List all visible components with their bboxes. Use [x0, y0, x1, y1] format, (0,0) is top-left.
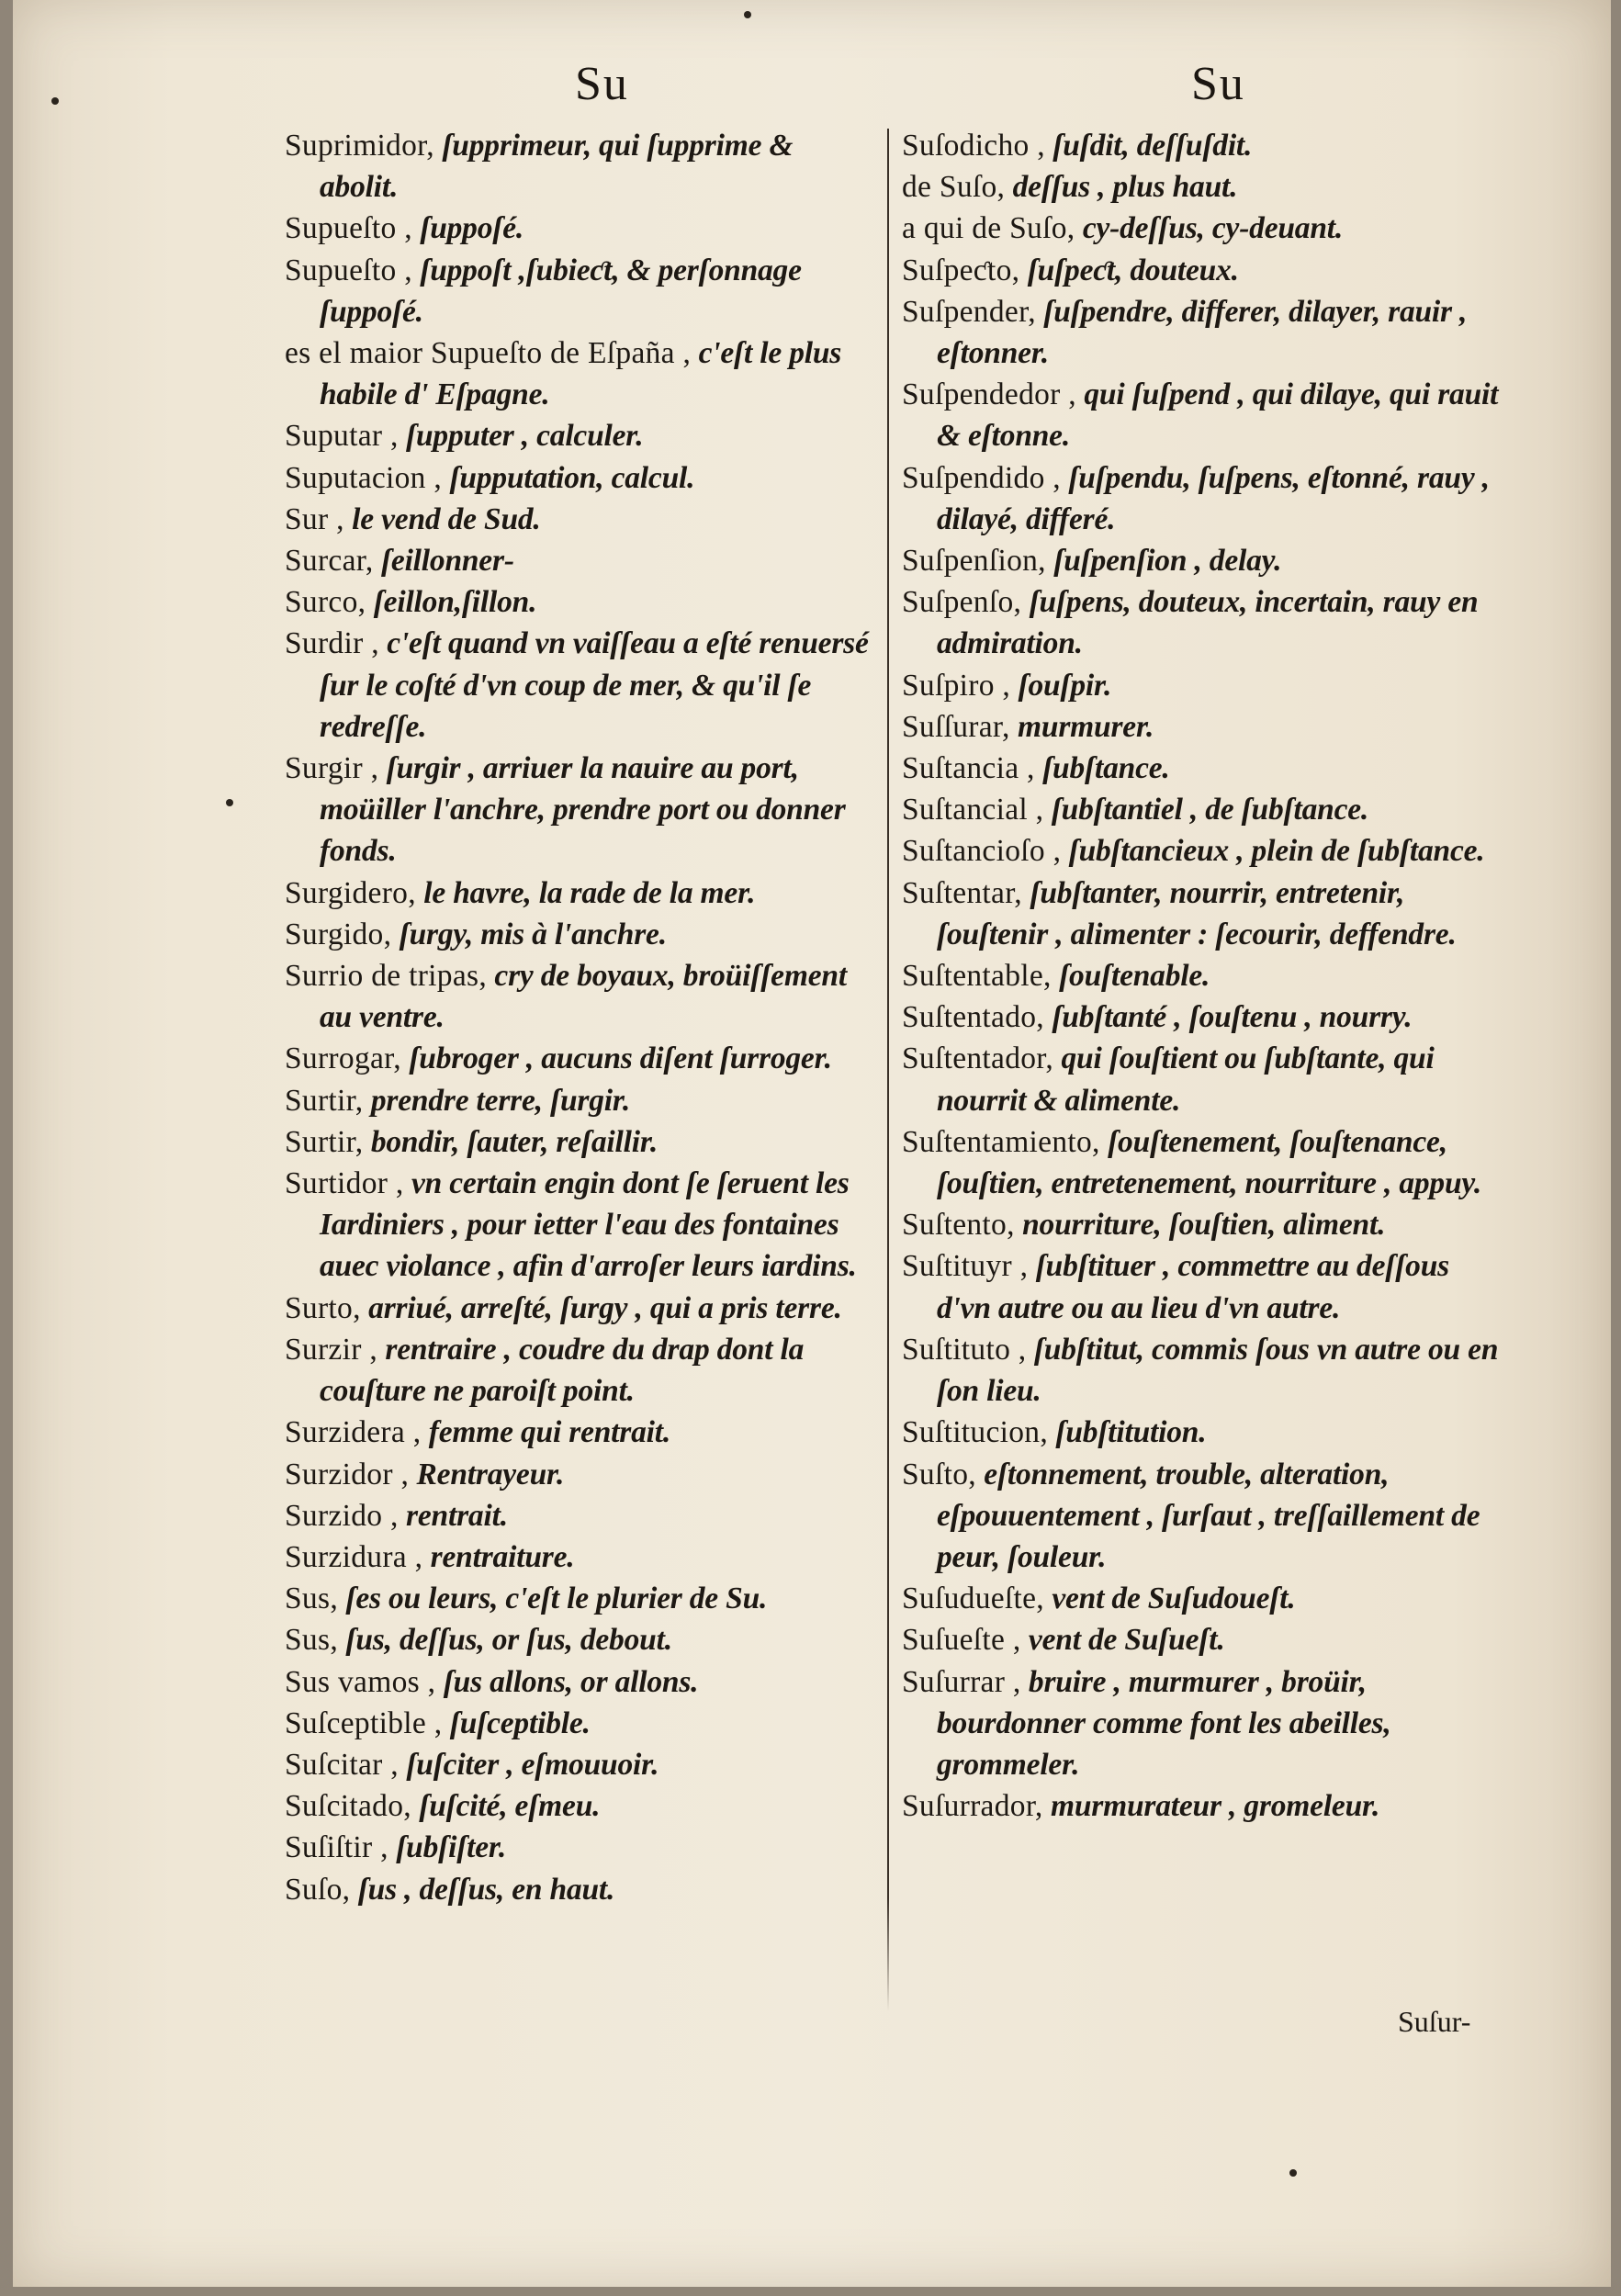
entry-headword: Surgido, — [285, 917, 392, 951]
entry-definition: qui ſouſtient ou ſubſtante, qui nourrit & alimente. — [937, 1041, 1435, 1118]
entry-headword: a qui de Suſo, — [902, 211, 1075, 246]
entry-definition: vn certain engin dont ſe ſeruent les Iardiniers , pour ietter l'eau des fontaines auec violance , afin d'arroſer leurs iardins. — [320, 1166, 857, 1284]
dictionary-entry — [902, 250, 1508, 291]
entry-headword: Suſto, — [902, 1457, 976, 1491]
entry-definition: ſouſtenement, ſouſtenance, ſouſtien, entretenement, nourriture , appuy. — [937, 1124, 1482, 1201]
entry-definition: ſubſtance. — [1042, 751, 1170, 786]
entry-definition: ſus, deſſus, or ſus, debout. — [345, 1623, 672, 1658]
entry-headword: es el maior Supueſto de Eſpaña , — [285, 336, 692, 371]
entry-definition: le havre, la rade de la mer. — [423, 875, 756, 910]
dictionary-entry — [285, 1827, 872, 1868]
entry-headword: Suſceptible , — [285, 1705, 443, 1740]
dictionary-entry — [902, 1619, 1508, 1660]
entry-headword: Supueſto , — [285, 211, 412, 246]
entry-definition: le vend de Sud. — [352, 501, 541, 536]
dictionary-entry — [902, 748, 1508, 789]
entry-definition: cry de boyaux, broüiſſement au ventre. — [320, 959, 847, 1035]
entry-definition: rentrait. — [406, 1498, 508, 1533]
entry-definition: bondir, ſauter, reſaillir. — [370, 1124, 659, 1159]
entry-headword: Surrogar, — [285, 1041, 401, 1076]
dictionary-entry — [902, 789, 1508, 830]
dictionary-entry — [902, 706, 1508, 748]
entry-definition: cy-deſſus, cy-deuant. — [1082, 211, 1344, 246]
entry-definition: ſuppoſt ,ſubieƈt, & perſonnage ſuppoſé. — [320, 253, 802, 329]
dictionary-page — [13, 0, 1611, 2287]
dictionary-entry — [285, 1329, 872, 1412]
entry-headword: Suſpiro , — [902, 668, 1011, 703]
entry-definition: murmurateur , gromeleur. — [1050, 1789, 1380, 1824]
dictionary-entry — [285, 499, 872, 540]
dictionary-entry — [285, 208, 872, 249]
dictionary-entry — [285, 250, 872, 332]
entry-headword: Surgidero, — [285, 875, 416, 910]
dictionary-entry — [902, 872, 1508, 955]
entry-headword: Suſueſte , — [902, 1623, 1021, 1658]
dictionary-entry — [902, 1245, 1508, 1328]
entry-definition: ſubſtantiel , de ſubſtance. — [1051, 793, 1369, 827]
entry-headword: Suſpeƈto, — [902, 253, 1020, 287]
dictionary-entry — [902, 1661, 1508, 1786]
entry-definition: ſeillonner- — [380, 544, 514, 579]
entry-headword: Suſpender, — [902, 294, 1036, 329]
dictionary-entry — [902, 1785, 1508, 1827]
entry-definition: ſuſceptible. — [449, 1705, 591, 1740]
entry-headword: Supueſto , — [285, 253, 412, 287]
entry-headword: Suſpendedor , — [902, 377, 1076, 412]
ink-spot — [1289, 2169, 1297, 2177]
entry-headword: de Suſo, — [902, 170, 1006, 205]
entry-definition: arriué, arreſté, ſurgy , qui a pris terre. — [368, 1290, 842, 1325]
dictionary-entry — [902, 665, 1508, 706]
entry-headword: Suſurrador, — [902, 1789, 1043, 1824]
entry-headword: Surtidor , — [285, 1166, 404, 1201]
dictionary-entry — [902, 125, 1508, 166]
entry-headword: Suſcitado, — [285, 1789, 411, 1824]
dictionary-entry — [902, 1329, 1508, 1412]
entry-definition: qui ſuſpend , qui dilaye, qui rauit & eſtonne. — [937, 377, 1499, 454]
entry-headword: Suſurrar , — [902, 1664, 1021, 1699]
dictionary-entry — [285, 955, 872, 1038]
dictionary-entry — [285, 540, 872, 581]
dictionary-entry — [902, 540, 1508, 581]
dictionary-entry — [285, 1288, 872, 1329]
dictionary-entry — [285, 1536, 872, 1578]
entry-definition: ſus allons, or allons. — [443, 1664, 699, 1699]
entry-headword: Sus, — [285, 1623, 338, 1658]
entry-headword: Surzidor , — [285, 1457, 410, 1491]
entry-headword: Suputacion , — [285, 460, 443, 495]
dictionary-entry — [902, 1121, 1508, 1204]
dictionary-entry — [902, 1038, 1508, 1120]
entry-definition: ſuſpeƈt, douteux. — [1027, 253, 1239, 287]
dictionary-entry — [285, 1661, 872, 1703]
dictionary-entry — [285, 1412, 872, 1453]
entry-headword: Suſſurar, — [902, 709, 1010, 744]
entry-headword: Suſodicho , — [902, 129, 1045, 163]
dictionary-entry — [902, 208, 1508, 249]
entry-headword: Surzidera , — [285, 1415, 422, 1450]
entry-definition: ſuſpenſion , delay. — [1053, 544, 1282, 579]
dictionary-entry — [285, 1578, 872, 1619]
entry-headword: Suprimidor, — [285, 129, 434, 163]
entry-definition: ſubroger , aucuns diſent ſurroger. — [409, 1041, 832, 1076]
entry-headword: Suſtituto , — [902, 1332, 1027, 1367]
entry-headword: Suſtentador, — [902, 1041, 1054, 1076]
entry-headword: Sus, — [285, 1581, 338, 1616]
entry-definition: bruire , murmurer , broüir, bourdonner comme font les abeilles, grommeler. — [937, 1664, 1391, 1782]
dictionary-entry — [285, 1454, 872, 1495]
entry-headword: Surzir , — [285, 1332, 378, 1367]
entry-headword: Suſudueſte, — [902, 1581, 1044, 1616]
entry-headword: Suſtancioſo , — [902, 834, 1062, 869]
entry-definition: vent de Suſudoueſt. — [1052, 1581, 1296, 1616]
entry-headword: Sur , — [285, 501, 344, 536]
ink-spot — [744, 11, 751, 18]
entry-headword: Suſiſtir , — [285, 1830, 388, 1865]
entry-headword: Suſtancia , — [902, 751, 1035, 786]
dictionary-entry — [902, 291, 1508, 374]
entry-headword: Suſtentamiento, — [902, 1124, 1100, 1159]
entry-headword: Suſpenſion, — [902, 544, 1046, 579]
entry-definition: c'eſt le plus habile d' Eſpagne. — [320, 336, 842, 412]
dictionary-entry — [285, 1703, 872, 1744]
dictionary-entry — [902, 996, 1508, 1038]
entry-definition: murmurer. — [1018, 709, 1154, 744]
entry-headword: Surco, — [285, 585, 366, 620]
entry-definition: prendre terre, ſurgir. — [370, 1083, 631, 1118]
dictionary-entry — [285, 1080, 872, 1121]
ink-spot — [226, 799, 233, 806]
entry-headword: Suſtancial , — [902, 793, 1044, 827]
dictionary-entry — [902, 830, 1508, 872]
entry-headword: Surcar, — [285, 544, 374, 579]
dictionary-entry — [285, 581, 872, 623]
entry-definition: ſubſtanter, nourrir, entretenir, ſouſtenir , alimenter : ſecourir, deffendre. — [937, 875, 1457, 951]
entry-headword: Suſtentar, — [902, 875, 1022, 910]
dictionary-entry — [285, 1121, 872, 1163]
entry-headword: Surrio de tripas, — [285, 959, 488, 994]
entry-headword: Surto, — [285, 1290, 361, 1325]
dictionary-entry — [285, 748, 872, 872]
entry-definition: ſuppoſé. — [420, 211, 524, 246]
dictionary-entry — [285, 1495, 872, 1536]
dictionary-entry — [285, 332, 872, 415]
entry-headword: Suſo, — [285, 1872, 351, 1907]
entry-definition: femme qui rentrait. — [428, 1415, 671, 1450]
dictionary-entry — [902, 955, 1508, 996]
column-divider — [887, 129, 889, 2011]
entry-definition: ſubſtitution. — [1055, 1415, 1207, 1450]
entry-headword: Surdir , — [285, 626, 379, 661]
dictionary-entry — [285, 1163, 872, 1288]
entry-definition: ſubſtanté , ſouſtenu , nourry. — [1052, 1000, 1413, 1035]
entry-headword: Suſtituyr , — [902, 1249, 1029, 1284]
entry-definition: rentraiture. — [430, 1539, 575, 1574]
entry-headword: Suſtentable, — [902, 959, 1052, 994]
dictionary-entry — [285, 125, 872, 208]
entry-definition: ſurgy, mis à l'anchre. — [399, 917, 667, 951]
entry-definition: ſuſciter , eſmouuoir. — [406, 1747, 659, 1782]
dictionary-entry — [902, 166, 1508, 208]
entry-definition: Rentrayeur. — [416, 1457, 565, 1491]
entry-definition: ſeillon,ſillon. — [373, 585, 537, 620]
entry-definition: rentraire , coudre du drap dont la couſture ne paroiſt point. — [320, 1332, 805, 1409]
entry-headword: Suſtitucion, — [902, 1415, 1049, 1450]
entry-definition: ſupputer , calculer. — [406, 419, 644, 454]
left-column — [285, 125, 872, 1910]
entry-definition: ſuſcité, eſmeu. — [419, 1789, 601, 1824]
entry-headword: Suſtento, — [902, 1208, 1015, 1243]
entry-definition: ſuſpens, douteux, incertain, rauy en admiration. — [937, 585, 1479, 661]
dictionary-entry — [285, 457, 872, 499]
entry-definition: ſouſtenable. — [1059, 959, 1210, 994]
entry-headword: Surgir , — [285, 751, 379, 786]
dictionary-entry — [285, 1744, 872, 1785]
entry-definition: ſubſtituer , commettre au deſſous d'vn autre ou au lieu d'vn autre. — [937, 1249, 1449, 1325]
entry-definition: c'eſt quand vn vaiſſeau a eſté renuersé ſur le coſté d'vn coup de mer, & qu'il ſe redreſſe. — [320, 626, 869, 744]
entry-headword: Suputar , — [285, 419, 399, 454]
dictionary-entry — [285, 1869, 872, 1910]
dictionary-entry — [902, 1204, 1508, 1245]
entry-definition: ſurgir , arriuer la nauire au port, moüiller l'anchre, prendre port ou donner fonds. — [320, 751, 846, 869]
entry-definition: eſtonnement, trouble, alteration, eſpouuentement , ſurſaut , treſſaillement de peur, ſouleur. — [937, 1457, 1480, 1574]
entry-headword: Surtir, — [285, 1124, 364, 1159]
dictionary-entry — [285, 1619, 872, 1660]
dictionary-entry — [285, 872, 872, 914]
dictionary-entry — [902, 1578, 1508, 1619]
entry-definition: deſſus , plus haut. — [1012, 170, 1238, 205]
ink-spot — [51, 97, 59, 105]
entry-definition: ſus , deſſus, en haut. — [357, 1872, 615, 1907]
dictionary-entry — [285, 415, 872, 456]
dictionary-entry — [902, 457, 1508, 540]
entry-definition: ſubſtitut, commis ſous vn autre ou en ſon lieu. — [937, 1332, 1499, 1409]
entry-headword: Suſpenſo, — [902, 585, 1022, 620]
entry-definition: ſupprimeur, qui ſupprime & abolit. — [320, 129, 794, 205]
running-head-right: Su — [1191, 58, 1245, 110]
dictionary-entry — [285, 914, 872, 955]
catchword: Suſur- — [1398, 2005, 1471, 2038]
entry-definition: ſupputation, calcul. — [449, 460, 695, 495]
entry-definition: ſuſpendre, differer, dilayer, rauir , eſtonner. — [937, 294, 1468, 371]
entry-definition: ſouſpir. — [1018, 668, 1112, 703]
dictionary-entry — [285, 623, 872, 748]
entry-definition: ſuſpendu, ſuſpens, eſtonné, rauy , dilayé, differé. — [937, 460, 1490, 536]
entry-headword: Surtir, — [285, 1083, 364, 1118]
entry-definition: vent de Suſueſt. — [1028, 1623, 1225, 1658]
dictionary-entry — [902, 374, 1508, 456]
dictionary-entry — [902, 1454, 1508, 1579]
entry-definition: ſubſtancieux , plein de ſubſtance. — [1068, 834, 1485, 869]
entry-definition: ſuſdit, deſſuſdit. — [1053, 129, 1253, 163]
entry-headword: Suſpendido , — [902, 460, 1061, 495]
entry-headword: Sus vamos , — [285, 1664, 436, 1699]
dictionary-entry — [285, 1038, 872, 1079]
running-head-left: Su — [575, 58, 629, 110]
right-column — [902, 125, 1508, 1827]
entry-definition: ſubſiſter. — [396, 1830, 507, 1865]
entry-headword: Suſtentado, — [902, 1000, 1044, 1035]
dictionary-entry — [902, 581, 1508, 664]
entry-headword: Suſcitar , — [285, 1747, 399, 1782]
entry-definition: nourriture, ſouſtien, aliment. — [1022, 1208, 1386, 1243]
dictionary-entry — [902, 1412, 1508, 1453]
entry-headword: Surzido , — [285, 1498, 399, 1533]
entry-definition: ſes ou leurs, c'eſt le plurier de Su. — [345, 1581, 768, 1616]
dictionary-entry — [285, 1785, 872, 1827]
entry-headword: Surzidura , — [285, 1539, 423, 1574]
